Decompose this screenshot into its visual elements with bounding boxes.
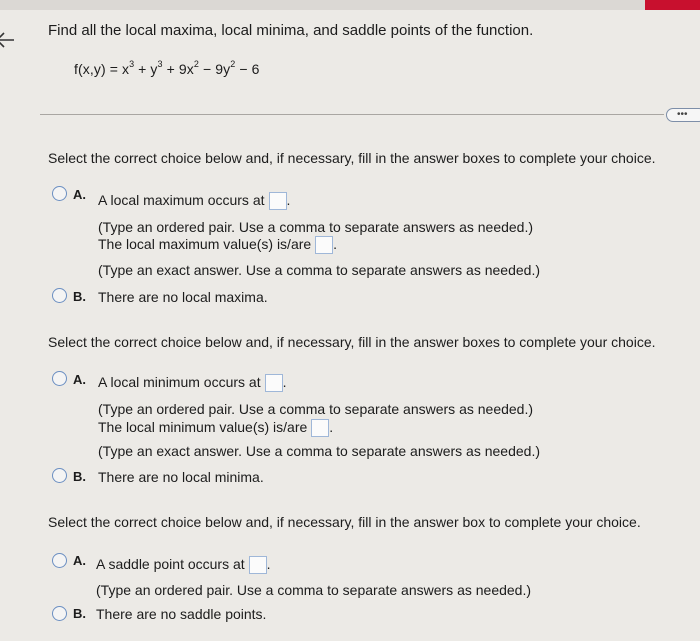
choice-max-a-value: The local maximum value(s) is/are . bbox=[98, 236, 337, 254]
function-formula: $f(x,y) = x^3 + y^3 + 9x^2 - 9y^2 - 6$ bbox=[74, 59, 260, 77]
answer-box-max-value[interactable] bbox=[315, 236, 333, 254]
radio-saddle-a[interactable] bbox=[52, 553, 67, 568]
choice-letter: A. bbox=[73, 187, 86, 202]
hint-text: (Type an ordered pair. Use a comma to separate answers as needed.) bbox=[98, 401, 534, 417]
instruction-min: Select the correct choice below and, if necessary, fill in the answer boxes to complete your choice. bbox=[48, 334, 656, 350]
choice-letter: B. bbox=[73, 469, 86, 484]
answer-box-max-point[interactable] bbox=[269, 192, 287, 210]
choice-saddle-a-text: A saddle point occurs at . bbox=[96, 556, 271, 574]
choice-min-a-text: A local minimum occurs at . bbox=[98, 374, 287, 392]
hint-text: (Type an ordered pair. Use a comma to separate answers as needed.) bbox=[98, 219, 534, 235]
choice-letter: B. bbox=[73, 606, 86, 621]
answer-box-min-value[interactable] bbox=[311, 419, 329, 437]
more-button[interactable]: ••• bbox=[666, 108, 700, 122]
choice-saddle-b-text: There are no saddle points. bbox=[96, 606, 267, 622]
radio-max-b[interactable] bbox=[52, 288, 67, 303]
instruction-max: Select the correct choice below and, if necessary, fill in the answer boxes to complete your choice. bbox=[48, 150, 656, 166]
choice-max-a-text: A local maximum occurs at . bbox=[98, 192, 290, 210]
divider bbox=[40, 114, 664, 115]
top-accent bbox=[645, 0, 700, 10]
radio-min-a[interactable] bbox=[52, 371, 67, 386]
radio-max-a[interactable] bbox=[52, 186, 67, 201]
choice-letter: A. bbox=[73, 372, 86, 387]
hint-text: (Type an exact answer. Use a comma to separate answers as needed.) bbox=[98, 262, 541, 278]
radio-saddle-b[interactable] bbox=[52, 606, 67, 621]
choice-min-a-value: The local minimum value(s) is/are . bbox=[98, 419, 333, 437]
instruction-saddle: Select the correct choice below and, if necessary, fill in the answer box to complete your choice. bbox=[48, 514, 641, 530]
top-bar bbox=[0, 0, 700, 10]
answer-box-min-point[interactable] bbox=[265, 374, 283, 392]
back-arrow-icon[interactable] bbox=[0, 30, 20, 50]
question-text: Find all the local maxima, local minima, and saddle points of the function. bbox=[48, 22, 534, 39]
radio-min-b[interactable] bbox=[52, 468, 67, 483]
hint-text: (Type an ordered pair. Use a comma to separate answers as needed.) bbox=[96, 582, 532, 598]
choice-letter: B. bbox=[73, 289, 86, 304]
answer-box-saddle-point[interactable] bbox=[249, 556, 267, 574]
choice-min-b-text: There are no local minima. bbox=[98, 469, 264, 485]
choice-letter: A. bbox=[73, 553, 86, 568]
hint-text: (Type an exact answer. Use a comma to separate answers as needed.) bbox=[98, 443, 541, 459]
choice-max-b-text: There are no local maxima. bbox=[98, 289, 268, 305]
